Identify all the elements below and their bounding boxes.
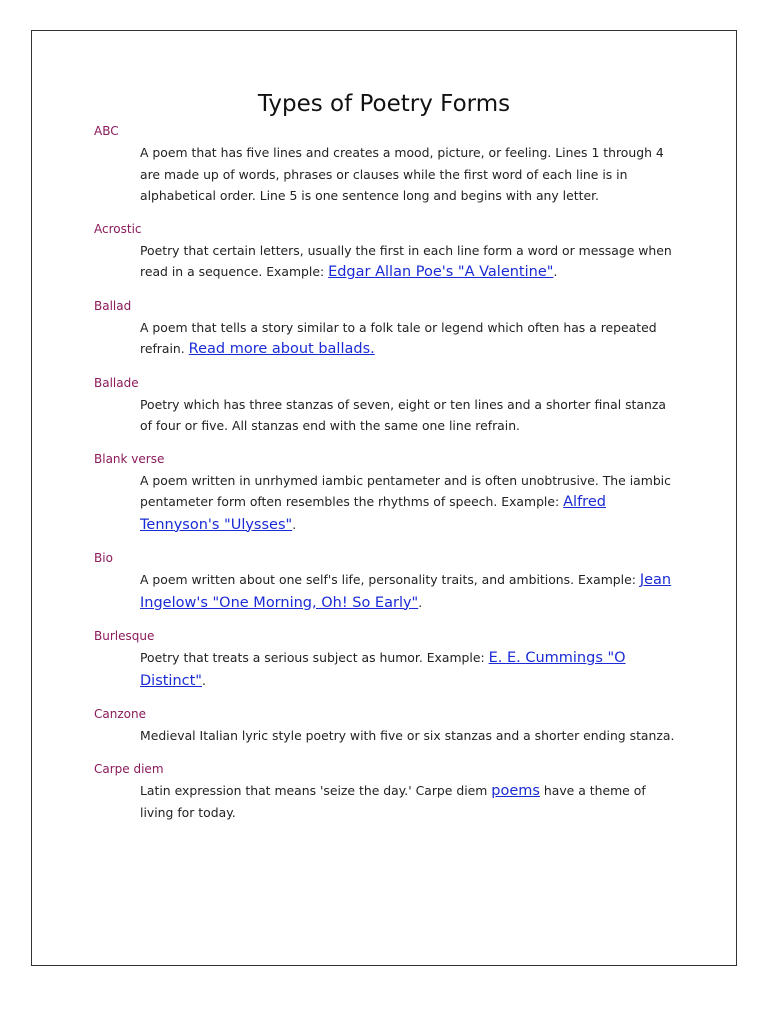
list-item xyxy=(94,706,714,747)
definition-burlesque xyxy=(140,647,680,692)
poetry-forms-list xyxy=(94,123,714,838)
definition-text: Poetry that treats a serious subject as humor. Example: xyxy=(140,650,489,665)
link-ulysses[interactable]: Alfred Tennyson's "Ulysses" xyxy=(140,494,606,533)
definition-ballade xyxy=(140,394,680,437)
definition-acrostic xyxy=(140,240,680,284)
list-item xyxy=(94,451,714,537)
definition-text-after: . xyxy=(418,594,423,610)
term-ballad: Ballad xyxy=(94,298,132,313)
term-burlesque: Burlesque xyxy=(94,629,155,643)
list-item xyxy=(94,761,714,824)
definition-text-after: have a theme of living for today. xyxy=(140,782,646,820)
list-item xyxy=(94,298,714,361)
link-poems[interactable]: poems xyxy=(491,782,540,799)
list-item xyxy=(94,375,714,437)
page-title: Types of Poetry Forms xyxy=(257,91,511,117)
link-o-distinct[interactable]: E. E. Cummings "O Distinct" xyxy=(140,650,626,689)
definition-ballad xyxy=(140,317,680,361)
definition-text-after: . xyxy=(292,516,297,532)
definition-text: Medieval Italian lyric style poetry with five or six stanzas and a shorter ending stanza. xyxy=(140,728,675,743)
link-read-more-ballads[interactable]: Read more about ballads. xyxy=(188,341,375,357)
link-one-morning[interactable]: Jean Ingelow's "One Morning, Oh! So Early" xyxy=(140,572,672,611)
definition-text: Poetry that certain letters, usually the first in each line form a word or message when read in a sequence. Example: xyxy=(140,242,672,279)
definition-blank-verse xyxy=(140,470,680,537)
list-item xyxy=(94,123,714,207)
definition-carpe-diem xyxy=(140,780,680,824)
list-item xyxy=(94,628,714,692)
link-a-valentine[interactable]: Edgar Allan Poe's "A Valentine" xyxy=(328,264,554,280)
definition-canzone xyxy=(140,725,680,747)
definition-abc xyxy=(140,142,680,207)
definition-text: Latin expression that means 'seize the day.' Carpe diem xyxy=(140,782,492,798)
term-carpe-diem: Carpe diem xyxy=(94,761,164,776)
document-page xyxy=(31,30,737,966)
term-abc: ABC xyxy=(94,124,119,138)
term-ballade: Ballade xyxy=(94,375,139,390)
term-acrostic: Acrostic xyxy=(94,221,142,236)
definition-text: A poem that tells a story similar to a folk tale or legend which often has a repeated refrain. xyxy=(140,319,657,356)
definition-text: A poem written about one self's life, personality traits, and ambitions. Example: xyxy=(140,572,640,587)
term-canzone: Canzone xyxy=(94,707,146,721)
definition-text: A poem written in unrhymed iambic pentameter and is often unobtrusive. The iambic pentameter form often resembles the rhythms of speech. Example: xyxy=(140,472,671,509)
term-bio: Bio xyxy=(94,551,113,565)
definition-text-after: . xyxy=(553,264,558,279)
list-item xyxy=(94,221,714,284)
definition-text-after: . xyxy=(201,672,206,688)
definition-bio xyxy=(140,569,680,614)
term-blank-verse: Blank verse xyxy=(94,451,165,466)
list-item xyxy=(94,550,714,614)
definition-text: A poem that has five lines and creates a mood, picture, or feeling. Lines 1 through 4 are made up of words, phrases or clauses while the first word of each line is in alphabetical order. Line 5 is one sentence long and begins with any letter. xyxy=(140,145,664,203)
definition-text: Poetry which has three stanzas of seven, eight or ten lines and a shorter final stanza of four or five. All stanzas end with the same one line refrain. xyxy=(140,396,666,433)
